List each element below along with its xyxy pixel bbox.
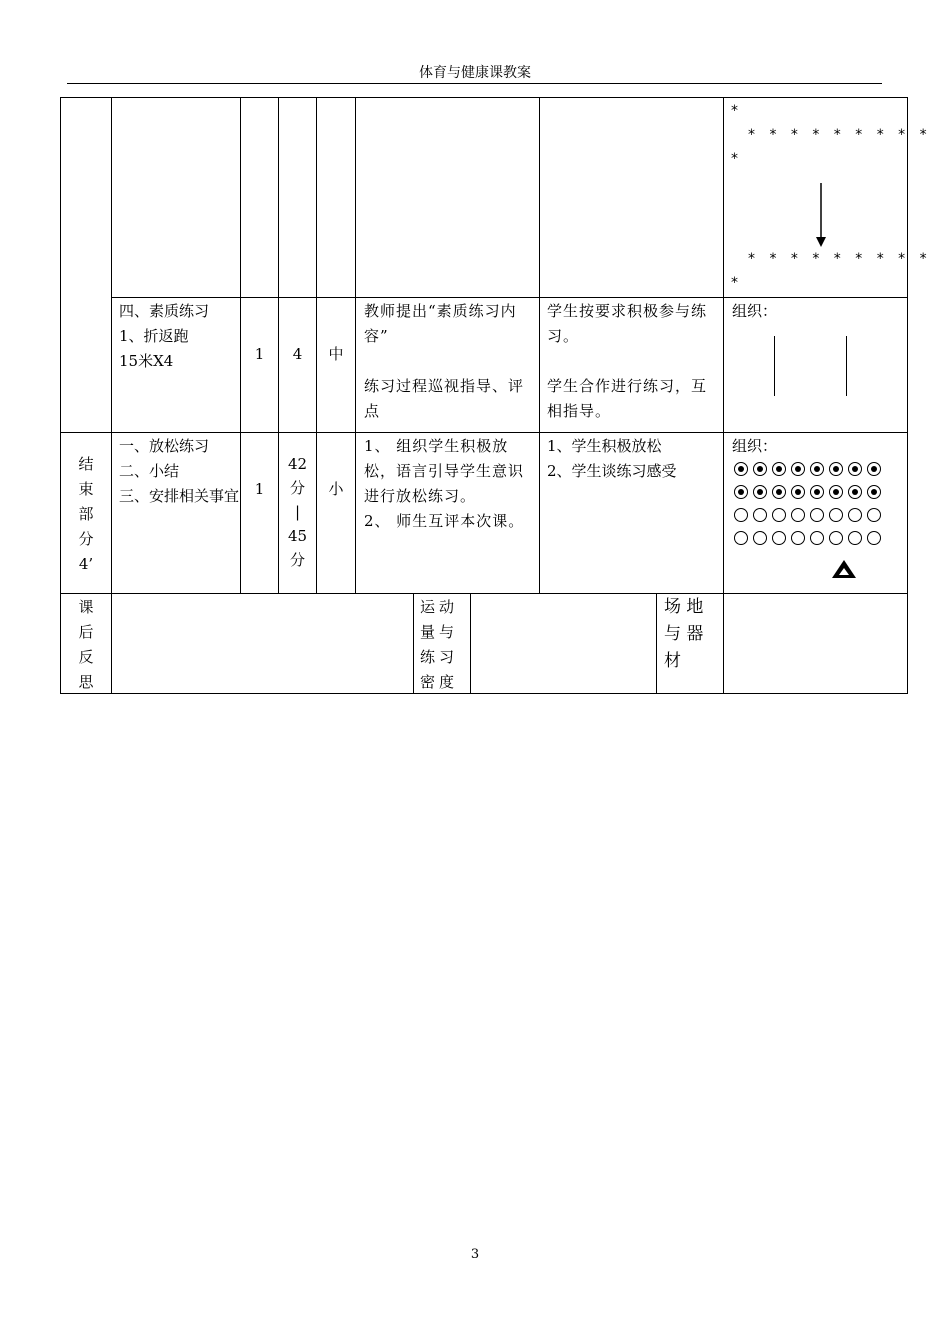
- column-divider: [470, 593, 471, 694]
- quality-count: 1: [254, 345, 265, 363]
- student-row: [734, 485, 881, 499]
- person-dot-icon: [791, 462, 805, 476]
- column-divider: [539, 97, 540, 594]
- end-section-label: 结 束 部 分 4’: [78, 455, 94, 573]
- quality-student-activity: 学生按要求积极参与练习。 学生合作进行练习，互相指导。: [547, 302, 708, 420]
- row-divider: [60, 432, 908, 433]
- page-header-title: 体育与健康课教案: [419, 65, 531, 81]
- star-marker: *: [731, 151, 743, 167]
- header-rule: [67, 83, 882, 84]
- end-formation-diagram: [724, 458, 906, 588]
- end-organization-label: 组织：: [732, 437, 778, 455]
- column-divider: [413, 593, 414, 694]
- person-dot-icon: [848, 485, 862, 499]
- person-circle-icon: [810, 531, 824, 545]
- row-divider: [111, 297, 908, 298]
- person-dot-icon: [772, 485, 786, 499]
- end-content: 一、放松练习 二、小结 三、安排相关事宜: [119, 437, 240, 505]
- person-dot-icon: [829, 485, 843, 499]
- person-dot-icon: [772, 462, 786, 476]
- column-divider: [656, 593, 657, 694]
- person-dot-icon: [848, 462, 862, 476]
- person-circle-icon: [791, 508, 805, 522]
- person-dot-icon: [753, 462, 767, 476]
- table-border-bottom: [60, 693, 908, 694]
- quality-intensity: 中: [328, 345, 344, 363]
- person-circle-icon: [753, 508, 767, 522]
- person-dot-icon: [829, 462, 843, 476]
- person-circle-icon: [867, 508, 881, 522]
- end-time: 42 分 | 45 分: [287, 455, 308, 569]
- person-circle-icon: [772, 508, 786, 522]
- student-row: [734, 531, 881, 545]
- quality-content: 四、素质练习 1、折返跑 15米X4: [119, 302, 210, 370]
- person-dot-icon: [734, 462, 748, 476]
- star-row: * * * * * * * * *: [748, 127, 932, 143]
- down-arrow-icon: [813, 183, 829, 249]
- star-marker: *: [731, 103, 743, 119]
- lane-line: [846, 336, 847, 396]
- person-dot-icon: [734, 485, 748, 499]
- person-circle-icon: [753, 531, 767, 545]
- row-divider: [60, 593, 908, 594]
- page-number: 3: [470, 1247, 480, 1262]
- person-dot-icon: [791, 485, 805, 499]
- person-circle-icon: [848, 508, 862, 522]
- quality-time: 4: [292, 345, 303, 363]
- person-circle-icon: [848, 531, 862, 545]
- person-dot-icon: [810, 485, 824, 499]
- star-marker: *: [731, 275, 743, 291]
- student-row: [734, 462, 881, 476]
- lane-line: [774, 336, 775, 396]
- person-circle-icon: [810, 508, 824, 522]
- reflection-label: 课 后 反 思: [78, 598, 94, 691]
- end-intensity: 小: [328, 480, 344, 498]
- person-circle-icon: [791, 531, 805, 545]
- person-dot-icon: [867, 462, 881, 476]
- person-circle-icon: [829, 508, 843, 522]
- exercise-load-label: 运动 量与 练习 密度: [420, 598, 459, 691]
- venue-equipment-label: 场 地 与 器 材: [664, 597, 704, 671]
- student-row: [734, 508, 881, 522]
- quality-organization-label: 组织：: [732, 302, 778, 320]
- table-border-top: [60, 97, 908, 98]
- end-student-activity: 1、学生积极放松 2、学生谈练习感受: [547, 437, 677, 480]
- end-count: 1: [254, 480, 265, 498]
- person-circle-icon: [734, 531, 748, 545]
- person-dot-icon: [867, 485, 881, 499]
- column-divider: [111, 97, 112, 694]
- star-row: * * * * * * * * *: [748, 251, 932, 267]
- person-circle-icon: [867, 531, 881, 545]
- column-divider: [723, 97, 724, 694]
- person-dot-icon: [810, 462, 824, 476]
- person-circle-icon: [772, 531, 786, 545]
- end-teacher-activity: 1、 组织学生积极放松，语言引导学生意识进行放松练习。 2、 师生互评本次课。: [364, 437, 525, 530]
- table-border-right: [907, 97, 908, 694]
- person-circle-icon: [734, 508, 748, 522]
- person-dot-icon: [753, 485, 767, 499]
- column-divider: [355, 97, 356, 594]
- teacher-triangle-icon: [830, 558, 858, 580]
- person-circle-icon: [829, 531, 843, 545]
- quality-teacher-activity: 教师提出“素质练习内容” 练习过程巡视指导、评点: [364, 302, 525, 420]
